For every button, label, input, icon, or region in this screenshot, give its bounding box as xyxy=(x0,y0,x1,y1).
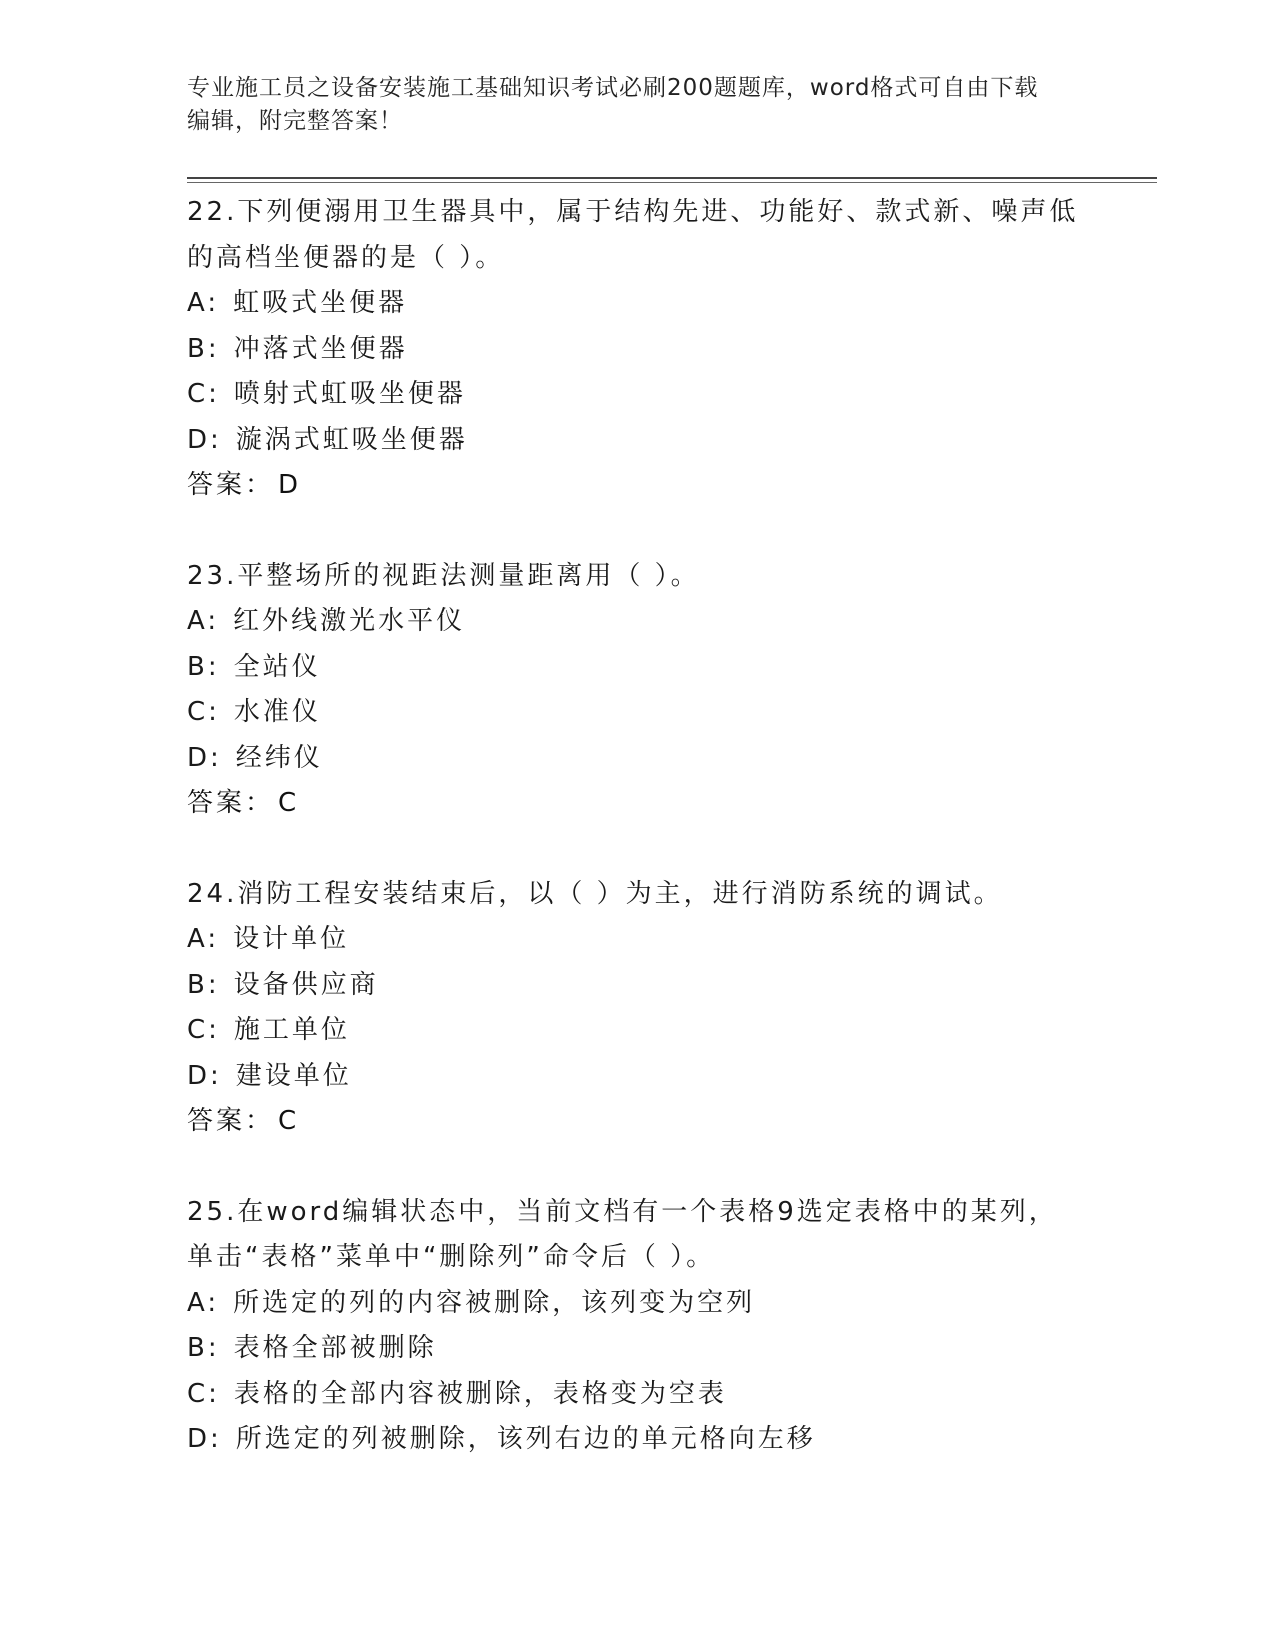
option-text: 所选定的列的内容被删除，该列变为空列 xyxy=(233,1287,756,1318)
option-key: D: xyxy=(187,742,222,773)
option-c xyxy=(187,1008,1157,1054)
option-text: 虹吸式坐便器 xyxy=(233,288,408,318)
question-stem: 单击“表格”菜单中“删除列”命令后（ ）。 xyxy=(187,1242,716,1272)
option-text: 施工单位 xyxy=(233,1015,350,1045)
option-a xyxy=(187,599,1157,645)
header-divider-thin xyxy=(187,182,1157,183)
option-text: 设备供应商 xyxy=(233,969,379,1000)
header-divider-thick xyxy=(187,177,1157,179)
option-text: 建设单位 xyxy=(235,1060,352,1091)
answer-label: 答案： xyxy=(187,788,275,818)
option-key: B: xyxy=(187,969,220,1000)
option-text: 红外线激光水平仪 xyxy=(233,606,466,636)
option-text: 水准仪 xyxy=(233,697,321,727)
question-stem: 23.平整场所的视距法测量距离用（ ）。 xyxy=(187,560,700,591)
option-key: D: xyxy=(187,424,222,455)
option-text: 全站仪 xyxy=(233,651,321,682)
option-key: D: xyxy=(187,1424,222,1454)
option-b xyxy=(187,1326,1157,1372)
option-key: C: xyxy=(187,1378,220,1409)
option-text: 表格全部被删除 xyxy=(233,1333,437,1363)
answer-label: 答案： xyxy=(187,470,275,500)
option-text: 表格的全部内容被删除，表格变为空表 xyxy=(233,1378,727,1409)
answer-label: 答案： xyxy=(187,1106,275,1136)
option-a xyxy=(187,1281,1157,1327)
document-page xyxy=(187,0,1157,1650)
option-d xyxy=(187,1054,1157,1100)
answer-line xyxy=(187,1099,1157,1145)
option-text: 设计单位 xyxy=(233,924,350,954)
option-b xyxy=(187,327,1157,373)
option-key: B: xyxy=(187,333,220,364)
option-key: A: xyxy=(187,924,220,954)
option-key: B: xyxy=(187,651,220,682)
option-key: A: xyxy=(187,606,220,636)
option-key: C: xyxy=(187,697,220,727)
option-key: C: xyxy=(187,379,220,409)
option-text: 所选定的列被删除，该列右边的单元格向左移 xyxy=(235,1424,816,1454)
question-stem: 24.消防工程安装结束后，以（ ）为主，进行消防系统的调试。 xyxy=(187,878,1003,909)
option-key: A: xyxy=(187,1287,220,1318)
question-list xyxy=(187,190,1157,1508)
option-key: C: xyxy=(187,1015,220,1045)
option-d xyxy=(187,418,1157,464)
option-text: 冲落式坐便器 xyxy=(233,333,408,364)
option-b xyxy=(187,963,1157,1009)
option-key: D: xyxy=(187,1060,222,1091)
option-c xyxy=(187,372,1157,418)
option-key: B: xyxy=(187,1333,220,1363)
question-25 xyxy=(187,1190,1157,1463)
question-22 xyxy=(187,190,1157,509)
option-b xyxy=(187,645,1157,691)
question-stem: 的高档坐便器的是（ ）。 xyxy=(187,242,505,273)
document-header xyxy=(187,72,1087,138)
question-stem: 22.下列便溺用卫生器具中，属于结构先进、功能好、款式新、噪声低 xyxy=(187,197,1079,227)
option-c xyxy=(187,690,1157,736)
question-stem: 25.在word编辑状态中，当前文档有一个表格9选定表格中的某列， xyxy=(187,1196,1058,1227)
header-line: 专业施工员之设备安装施工基础知识考试必刷200题题库，word格式可自由下载 xyxy=(187,75,1039,101)
option-key: A: xyxy=(187,288,220,318)
answer-line xyxy=(187,463,1157,509)
header-line: 编辑，附完整答案！ xyxy=(187,108,403,134)
option-d xyxy=(187,1417,1157,1463)
option-text: 漩涡式虹吸坐便器 xyxy=(235,424,468,455)
option-a xyxy=(187,281,1157,327)
answer-value: C xyxy=(278,788,300,818)
option-text: 喷射式虹吸坐便器 xyxy=(233,379,466,409)
option-c xyxy=(187,1372,1157,1418)
answer-value: D xyxy=(278,470,302,500)
answer-value: C xyxy=(278,1106,300,1136)
option-a xyxy=(187,917,1157,963)
question-24 xyxy=(187,872,1157,1145)
option-d xyxy=(187,736,1157,782)
option-text: 经纬仪 xyxy=(235,742,323,773)
question-23 xyxy=(187,554,1157,827)
answer-line xyxy=(187,781,1157,827)
